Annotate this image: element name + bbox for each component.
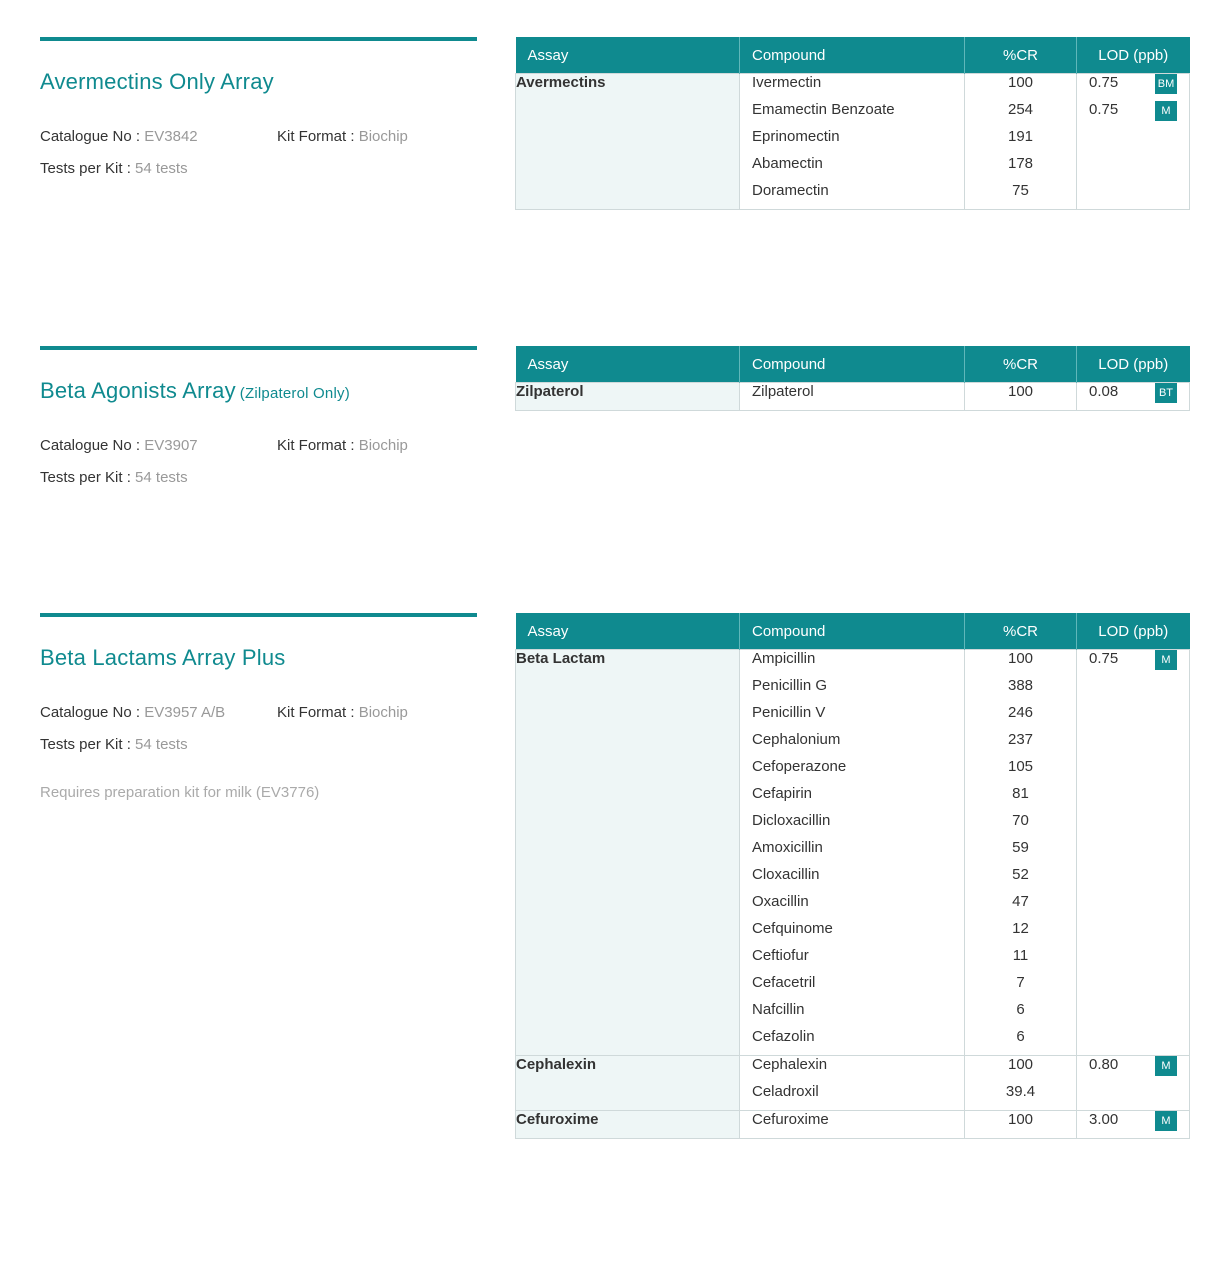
product-title: Beta Lactams Array Plus <box>40 645 286 670</box>
kit-format-value: Biochip <box>358 704 408 721</box>
compound-name: Oxacillin <box>752 893 809 910</box>
product-subtitle: (Zilpaterol Only) <box>239 385 350 402</box>
compound-name: Cephalexin <box>752 1056 828 1073</box>
header-assay: Assay <box>516 613 740 650</box>
lod-entry <box>1077 1056 1189 1083</box>
compound-name: Ivermectin <box>752 74 822 91</box>
cr-value: 254 <box>1007 101 1034 118</box>
assay-name: Beta Lactam <box>516 650 740 1056</box>
cr-cell <box>965 74 1077 210</box>
cr-value: 47 <box>1012 893 1029 910</box>
compound-cell <box>740 1056 965 1111</box>
table-header-row <box>516 37 1190 74</box>
header-assay: Assay <box>516 346 740 383</box>
section-rule <box>40 346 477 350</box>
compound-name: Cloxacillin <box>752 866 820 883</box>
cr-cell <box>965 383 1077 411</box>
section-rule <box>40 37 477 41</box>
compound-name: Cefazolin <box>752 1028 815 1045</box>
table-header-row <box>516 346 1190 383</box>
cr-value: 12 <box>1012 920 1029 937</box>
section-rule <box>40 613 477 617</box>
cr-value: 105 <box>1007 758 1034 775</box>
cr-value: 75 <box>1012 182 1029 199</box>
compound-cell <box>740 74 965 210</box>
compound-cell <box>740 650 965 1056</box>
lod-cell <box>1077 383 1190 411</box>
cr-value: 39.4 <box>1005 1083 1036 1100</box>
header-cr: %CR <box>965 346 1077 383</box>
cr-value: 11 <box>1012 947 1029 964</box>
compound-name: Cephalonium <box>752 731 841 748</box>
cr-value: 6 <box>1016 1028 1025 1045</box>
compound-name: Emamectin Benzoate <box>752 101 895 118</box>
header-lod: LOD (ppb) <box>1077 613 1190 650</box>
product-meta <box>40 128 477 198</box>
product-info <box>40 346 477 507</box>
header-compound: Compound <box>740 37 965 74</box>
cr-value: 178 <box>1007 155 1034 172</box>
lod-entry <box>1077 1111 1189 1138</box>
compound-cell <box>740 383 965 411</box>
cr-value: 388 <box>1007 677 1034 694</box>
kit-format-value: Biochip <box>358 128 408 145</box>
assay-name: Zilpaterol <box>516 383 740 411</box>
compound-name: Doramectin <box>752 182 829 199</box>
assay-name: Cephalexin <box>516 1056 740 1111</box>
catalogue-value: EV3957 A/B <box>144 704 226 721</box>
lod-value: 3.00 <box>1089 1111 1119 1128</box>
catalogue-value: EV3907 <box>144 437 198 454</box>
assay-name: Cefuroxime <box>516 1111 740 1139</box>
table-row <box>516 383 1190 411</box>
lod-entry <box>1077 74 1189 101</box>
matrix-badge: BM <box>1155 74 1177 94</box>
compound-name: Cefapirin <box>752 785 813 802</box>
compound-name: Eprinomectin <box>752 128 840 145</box>
lod-entry <box>1077 383 1189 410</box>
assay-table <box>515 346 1190 411</box>
cr-value: 191 <box>1007 128 1034 145</box>
cr-value: 7 <box>1016 974 1025 991</box>
lod-entry <box>1077 650 1189 677</box>
compound-name: Penicillin G <box>752 677 828 694</box>
tests-label: Tests per Kit : <box>40 160 131 177</box>
requirement-note: Requires preparation kit for milk (EV3776) <box>40 784 320 801</box>
matrix-badge: M <box>1155 1111 1177 1131</box>
header-cr: %CR <box>965 37 1077 74</box>
tests-value: 54 tests <box>135 469 188 486</box>
matrix-badge: BT <box>1155 383 1177 403</box>
header-compound: Compound <box>740 346 965 383</box>
kit-format-label: Kit Format : <box>277 128 355 145</box>
assay-table <box>515 613 1190 1139</box>
kit-format-label: Kit Format : <box>277 704 355 721</box>
cr-value: 100 <box>1007 1111 1034 1128</box>
header-assay: Assay <box>516 37 740 74</box>
compound-name: Abamectin <box>752 155 823 172</box>
compound-name: Amoxicillin <box>752 839 823 856</box>
assay-table <box>515 37 1190 210</box>
compound-cell <box>740 1111 965 1139</box>
compound-name: Cefoperazone <box>752 758 847 775</box>
lod-value: 0.75 <box>1089 650 1119 667</box>
compound-name: Cefquinome <box>752 920 833 937</box>
compound-name: Ampicillin <box>752 650 816 667</box>
assay-name: Avermectins <box>516 74 740 210</box>
header-lod: LOD (ppb) <box>1077 346 1190 383</box>
product-title: Avermectins Only Array <box>40 69 274 94</box>
cr-cell <box>965 1056 1077 1111</box>
product-meta <box>40 704 477 774</box>
product-meta <box>40 437 477 507</box>
catalogue-label: Catalogue No : <box>40 437 141 454</box>
tests-label: Tests per Kit : <box>40 469 131 486</box>
table-row <box>516 1056 1190 1111</box>
compound-name: Penicillin V <box>752 704 826 721</box>
cr-value: 52 <box>1012 866 1029 883</box>
lod-value: 0.08 <box>1089 383 1119 400</box>
kit-format-label: Kit Format : <box>277 437 355 454</box>
matrix-badge: M <box>1155 650 1177 670</box>
catalogue-label: Catalogue No : <box>40 128 141 145</box>
cr-value: 81 <box>1012 785 1029 802</box>
cr-value: 100 <box>1007 74 1034 91</box>
product-title: Beta Agonists Array (Zilpaterol Only) <box>40 378 350 403</box>
compound-name: Dicloxacillin <box>752 812 831 829</box>
cr-value: 237 <box>1007 731 1034 748</box>
compound-name: Celadroxil <box>752 1083 819 1100</box>
matrix-badge: M <box>1155 1056 1177 1076</box>
header-cr: %CR <box>965 613 1077 650</box>
compound-name: Nafcillin <box>752 1001 805 1018</box>
catalogue-label: Catalogue No : <box>40 704 141 721</box>
lod-value: 0.80 <box>1089 1056 1119 1073</box>
lod-value: 0.75 <box>1089 101 1119 118</box>
table-header-row <box>516 613 1190 650</box>
lod-value: 0.75 <box>1089 74 1119 91</box>
lod-cell <box>1077 74 1190 210</box>
compound-name: Zilpaterol <box>752 383 814 400</box>
cr-value: 246 <box>1007 704 1034 721</box>
cr-value: 59 <box>1012 839 1029 856</box>
cr-value: 6 <box>1016 1001 1025 1018</box>
cr-value: 100 <box>1007 650 1034 667</box>
header-lod: LOD (ppb) <box>1077 37 1190 74</box>
lod-cell <box>1077 1111 1190 1139</box>
table-row <box>516 650 1190 1056</box>
header-compound: Compound <box>740 613 965 650</box>
cr-cell <box>965 650 1077 1056</box>
table-row <box>516 1111 1190 1139</box>
cr-cell <box>965 1111 1077 1139</box>
product-info <box>40 37 477 198</box>
compound-name: Cefuroxime <box>752 1111 829 1128</box>
lod-entry <box>1077 101 1189 128</box>
cr-value: 100 <box>1007 383 1034 400</box>
matrix-badge: M <box>1155 101 1177 121</box>
catalogue-value: EV3842 <box>144 128 198 145</box>
compound-name: Ceftiofur <box>752 947 809 964</box>
table-row <box>516 74 1190 210</box>
tests-value: 54 tests <box>135 736 188 753</box>
tests-label: Tests per Kit : <box>40 736 131 753</box>
cr-value: 70 <box>1012 812 1029 829</box>
cr-value: 100 <box>1007 1056 1034 1073</box>
lod-cell <box>1077 1056 1190 1111</box>
tests-value: 54 tests <box>135 160 188 177</box>
compound-name: Cefacetril <box>752 974 816 991</box>
product-info <box>40 613 477 801</box>
lod-cell <box>1077 650 1190 1056</box>
kit-format-value: Biochip <box>358 437 408 454</box>
